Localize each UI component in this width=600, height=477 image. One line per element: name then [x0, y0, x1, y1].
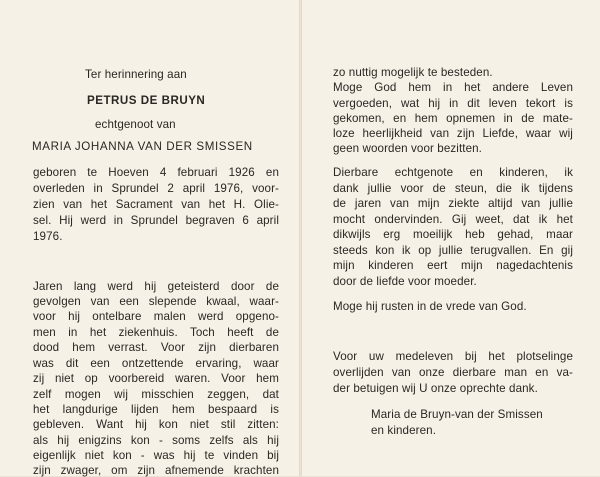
story-line: gevolgen van een slepende kwaal, waar- [33, 295, 279, 308]
in-memory-heading: Ter herinnering aan [85, 68, 187, 81]
spouse-name: MARIA JOHANNA VAN DER SMISSEN [32, 140, 253, 153]
card-fold [299, 0, 302, 476]
signature-family: en kinderen. [371, 424, 437, 437]
spouse-intro: echtgenoot van [95, 118, 176, 131]
signature-name: Maria de Bruyn-van der Smissen [371, 408, 543, 421]
closing-line: zo nuttig mogelijk te besteden. [333, 66, 493, 79]
right-panel [333, 0, 573, 476]
farewell-line: dank jullie voor de steun, die ik tijdens [333, 182, 573, 195]
story-line: gebleven. Want hij kon niet stil zitten: [33, 418, 279, 431]
farewell-line: Dierbare echtgenote en kinderen, ik [333, 166, 573, 179]
closing-line: gekomen, en hem opnemen in de mate- [333, 112, 573, 125]
closing-line: geen woorden voor bezitten. [333, 142, 483, 155]
story-line: als hij enigzins kon - soms zelfs als hij [33, 434, 279, 447]
story-line: eigenlijk niet kon - was hij te vinden bij [33, 449, 279, 462]
story-line: Jaren lang werd hij geteisterd door de [33, 280, 279, 293]
deceased-name: PETRUS DE BRUYN [87, 94, 206, 107]
farewell-line: mijn kinderen eert mijn nagedachtenis [333, 259, 573, 272]
closing-line: Moge God hem in het andere Leven [333, 81, 573, 94]
story-line: voor hij ontelbare malen werd opgeno- [33, 310, 279, 323]
farewell-line: de jaren van mijn ziekte altijd van jullie [333, 197, 573, 210]
thanks-line: overlijden van onze dierbare man en va- [333, 366, 573, 379]
story-line: was dit een ontzettende ervaring, waar [33, 357, 279, 370]
story-line: men in het ziekenhuis. Toch heeft de [33, 326, 279, 339]
bio-line: overleden in Sprundel 2 april 1976, voor- [33, 182, 279, 195]
thanks-line: Voor uw medeleven bij het plotselinge [333, 350, 573, 363]
farewell-line: door de liefde voor moeder. [333, 275, 477, 288]
closing-line: vergoeden, wat hij in dit leven tekort is [333, 97, 573, 110]
story-line: dood hem verrast. Voor zijn dierbaren [33, 341, 279, 354]
bio-line: zien van het Sacrament van het H. Olie- [33, 198, 279, 211]
story-line: zijn zwager, om zijn afnemende krachten [33, 464, 279, 477]
bio-line: 1976. [33, 230, 63, 243]
bio-line: geboren te Hoeven 4 februari 1926 en [33, 166, 279, 179]
bio-line: sel. Hij werd in Sprundel begraven 6 april [33, 214, 279, 227]
thanks-line: der betuigen wij U onze oprechte dank. [333, 382, 538, 395]
farewell-line: mocht ondervinden. Gij weet, dat ik het [333, 213, 573, 226]
rest-in-peace: Moge hij rusten in de vrede van God. [333, 300, 527, 313]
farewell-line: dikwijls erg moeilijk heb gehad, maar [333, 228, 573, 241]
story-line: zelf mogen wij misschien zeggen, dat [33, 388, 279, 401]
story-line: zij niet op voorbereid waren. Voor hem [33, 372, 279, 385]
closing-line: loze heerlijkheid van zijn Liefde, waar wij [333, 127, 573, 140]
left-panel [33, 0, 279, 476]
farewell-line: steeds kon ik op jullie terugvallen. En gij [333, 244, 573, 257]
story-line: het langdurige lijden hem bespaard is [33, 403, 279, 416]
